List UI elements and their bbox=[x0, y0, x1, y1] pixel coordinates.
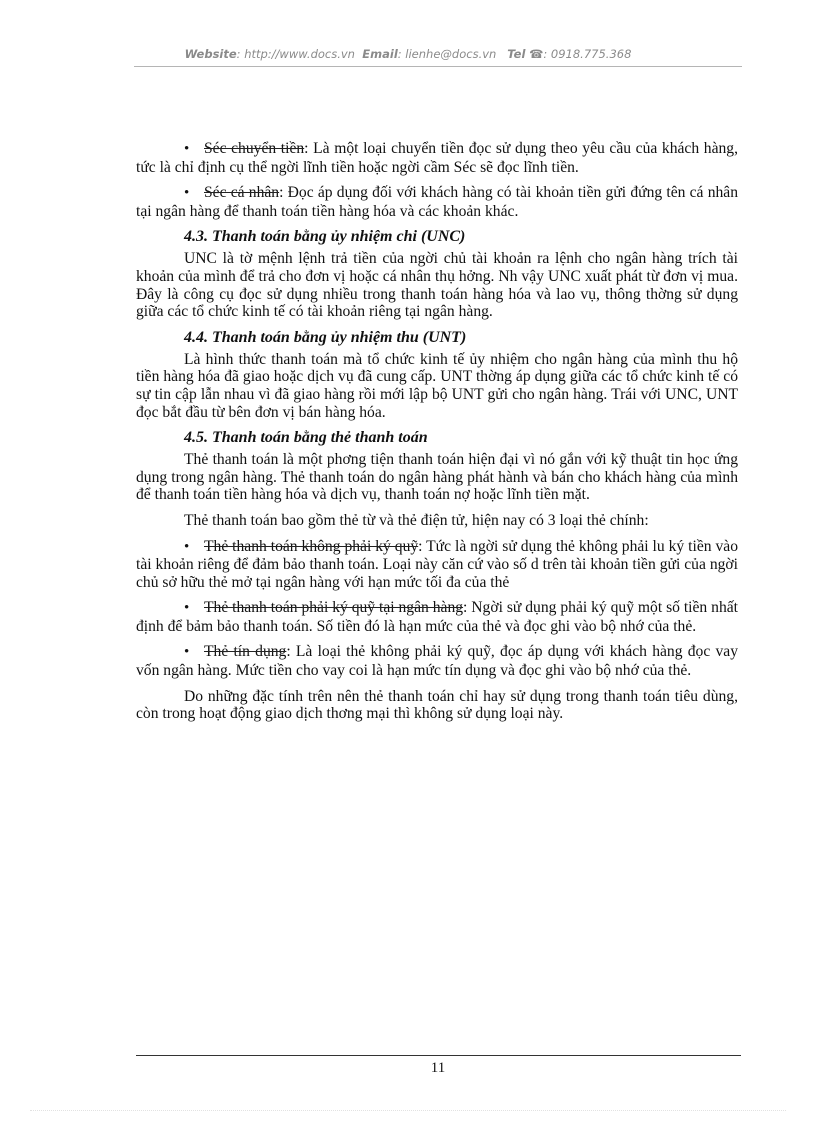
heading-4-5: 4.5. Thanh toán bằng thẻ thanh toán bbox=[184, 429, 428, 447]
paragraph-sec-ca-nhan bbox=[136, 184, 738, 220]
term-sec-chuyen-tien: Séc chuyển tiền bbox=[204, 140, 305, 157]
tel-value: : 0918.775.368 bbox=[543, 47, 632, 61]
text-sec-ca-nhan: : Đọc áp dụng đối với khách hàng có tài khoản tiền gửi đứng tên cá nhân tại ngân hàng để thanh toán tiền hàng hóa và các khoản khác. bbox=[136, 184, 739, 220]
bullet-icon: • bbox=[184, 538, 190, 555]
website-value: : http://www.docs.vn bbox=[236, 47, 355, 61]
bottom-dotted-line bbox=[30, 1110, 786, 1111]
paragraph-the-khong-ky-quy bbox=[136, 538, 738, 592]
bullet-icon: • bbox=[184, 141, 190, 157]
paragraph-the-ky-quy bbox=[136, 599, 738, 635]
tel-label: Tel bbox=[507, 47, 526, 61]
bullet-icon: • bbox=[184, 600, 190, 617]
paragraph-the-tin-dung bbox=[136, 643, 738, 679]
bullet-icon: • bbox=[184, 644, 190, 661]
paragraph-loai-the: Thẻ thanh toán bao gồm thẻ từ và thẻ điện tử, hiện nay có 3 loại thẻ chính: bbox=[184, 511, 649, 529]
paragraph-unc: UNC là tờ mệnh lệnh trả tiền của ngời chủ tài khoản ra lệnh cho ngân hàng trích tài khoản của mình để trả cho đơn vị hoặc cá nhân thụ hởng. Nh vậy UNC xuất phát từ đơn vị mua. Đây là công cụ đọc sử dụng nhiều trong thanh toán hàng hóa và lao vụ, thông thờng sử dụng giữa các tổ chức kinh tế có tài khoản riêng tại ngân hàng. bbox=[136, 250, 738, 321]
paragraph-unt: Là hình thức thanh toán mà tổ chức kinh tế ủy nhiệm cho ngân hàng của mình thu hộ tiền hàng hóa đã giao hoặc dịch vụ đã cung cấp. UNT thờng áp dụng giữa các tổ chức kinh tế có sự tin cập lẫn nhau vì đã giao hàng rồi mới lập bộ UNT gửi cho ngân hàng. Trái với UNC, UNT đọc bắt đầu từ bên đơn vị bán hàng hóa. bbox=[136, 350, 738, 421]
email-value: : lienhe@docs.vn bbox=[397, 47, 497, 61]
email-label: Email bbox=[362, 47, 398, 61]
text-the-ky-quy: : Ngời sử dụng phải ký quỹ một số tiền nhất định để bảm bảo thanh toán. Số tiền đó là hạn mức của thẻ và đọc ghi vào bộ nhớ của thẻ. bbox=[136, 599, 738, 635]
heading-4-3: 4.3. Thanh toán bằng ủy nhiệm chi (UNC) bbox=[184, 228, 466, 246]
text-the-tin-dung: : Là loại thẻ không phải ký quỹ, đọc áp dụng với khách hàng đọc vay vốn ngân hàng. Mức tiền cho vay coi là hạn mức tín dụng và đọc ghi vào bộ nhớ của thẻ. bbox=[136, 643, 738, 680]
term-the-ky-quy: Thẻ thanh toán phải ký quỹ tại ngân hàng bbox=[204, 599, 464, 617]
paragraph-ket-luan: Do những đặc tính trên nên thẻ thanh toán chỉ hay sử dụng trong thanh toán tiêu dùng, còn trong hoạt động giao dịch thơng mại thì không sử dụng loại này. bbox=[136, 687, 738, 723]
header-divider bbox=[134, 66, 742, 67]
paragraph-the-thanh-toan: Thẻ thanh toán là một phơng tiện thanh toán hiện đại vì nó gắn với kỹ thuật tin học ứng dụng trong ngân hàng. Thẻ thanh toán do ngân hàng phát hành và bán cho khách hàng của mình để thanh toán tiền hàng hóa và dịch vụ, thanh toán nợ hoặc lĩnh tiền mặt. bbox=[136, 451, 738, 504]
website-label: Website bbox=[184, 47, 237, 61]
heading-4-4: 4.4. Thanh toán bằng ủy nhiệm thu (UNT) bbox=[184, 328, 467, 346]
term-sec-ca-nhan: Séc cá nhân bbox=[204, 184, 280, 202]
bullet-icon: • bbox=[184, 185, 190, 202]
term-the-khong-ky-quy: Thẻ thanh toán không phải ký quỹ bbox=[204, 537, 419, 555]
footer-divider bbox=[136, 1055, 741, 1056]
phone-icon: ☎ bbox=[529, 47, 544, 61]
term-the-tin-dung: Thẻ tín dụng bbox=[204, 643, 287, 661]
document-body bbox=[136, 140, 738, 731]
text-the-khong-ky-quy: : Tức là ngời sử dụng thẻ không phải lu ký tiền vào tài khoản riêng để đảm bảo thanh toán. Loại này căn cứ vào số d trên tài khoản tiền gửi của ngời chủ sở hữu thẻ mở tại ngân hàng với hạn mức tối đa của thẻ bbox=[136, 537, 738, 591]
page-header bbox=[0, 47, 816, 61]
text-sec-chuyen-tien: : Là một loại chuyển tiền đọc sử dụng theo yêu cầu của khách hàng, tức là chỉ định cụ thể ngời lĩnh tiền hoặc ngời cầm Séc sẽ đọc lĩnh tiền. bbox=[136, 140, 738, 176]
paragraph-sec-chuyen-tien bbox=[136, 140, 738, 176]
page-number: 11 bbox=[430, 1060, 446, 1076]
